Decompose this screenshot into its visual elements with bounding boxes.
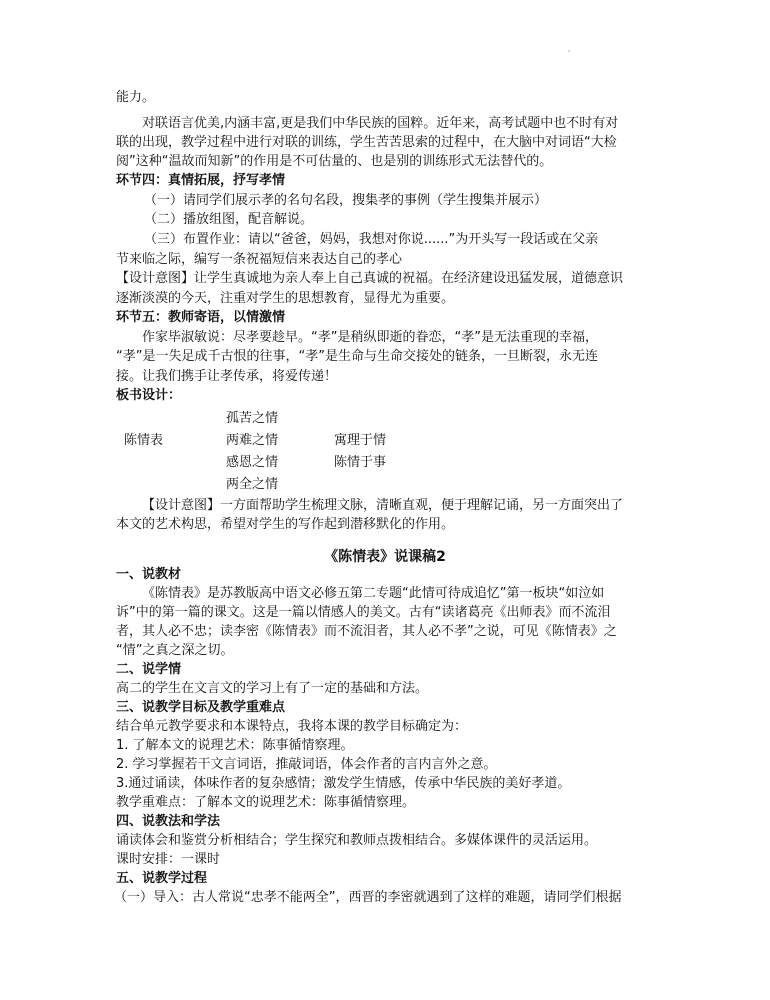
text-line: 逐渐淡漠的今天，注重对学生的思想教育，显得尤为重要。 [116,291,455,306]
text-line: 《陈情表》是苏教版高中语文必修五第二专题“此情可待成追忆”第一板块“如泣如 [142,586,605,601]
text-line: 本文的艺术构思，希望对学生的写作起到潜移默化的作用。 [116,517,455,532]
board-title: 陈情表 [124,433,164,448]
text-line: （一）请同学们展示孝的名句名段，搜集孝的事例（学生搜集并展示） [144,193,548,208]
text-line: 者，其人必不忠；读李密《陈情表》而不流泪者，其人必不孝”之说，可见《陈情表》之 [116,624,617,639]
text-line: “孝”是一失足成千古恨的往事，“孝”是生命与生命交接处的链条，一旦断裂，永无连 [116,349,598,364]
text-line: 1. 了解本文的说理艺术：陈事循情察理。 [116,738,354,753]
text-line: 节来临之际，编写一条祝福短信来表达自己的孝心 [116,252,403,267]
board-item: 两难之情 [226,433,279,448]
section-heading: 五、说教学过程 [116,871,208,886]
text-line: 作家毕淑敏说：尽孝要趁早。“孝”是稍纵即逝的眷恋，“孝”是无法重现的幸福， [142,330,598,345]
text-line: 高二的学生在文言文的学习上有了一定的基础和方法。 [116,681,429,696]
section-heading: 四、说教法和学法 [116,814,221,829]
section-heading: 二、说学情 [116,662,182,677]
text-line: （一）导入：古人常说“忠孝不能两全”，西晋的李密就遇到了这样的难题，请同学们根据 [114,890,622,905]
text-line: 【设计意图】让学生真诚地为亲人奉上自己真诚的祝福。在经济建设迅猛发展，道德意识 [116,271,624,286]
text-line: 接。让我们携手让孝传承，将爱传递！ [116,369,338,384]
text-line: （三）布置作业：请以“爸爸，妈妈，我想对你说......”为开头写一段话或在父亲 [144,232,599,247]
section-heading: 环节四：真情拓展，抒写孝情 [116,173,286,188]
text-line: “情”之真之深之切。 [116,643,234,658]
text-line: 课时安排：一课时 [116,852,221,867]
document-title: 《陈情表》说课稿2 [324,549,446,565]
page-mark [568,50,570,52]
section-heading: 板书设计： [116,388,182,403]
text-line: 阅”这种“温故而知新”的作用是不可估量的、也是别的训练形式无法替代的。 [116,154,553,169]
text-line: 能力。 [116,90,156,105]
text-line: 诵读体会和鉴赏分析相结合；学生探究和教师点拨相结合。多媒体课件的灵活运用。 [116,833,598,848]
text-line: 诉”中的第一篇的课文。这是一篇以情感人的美文。古有“读诸葛亮《出师表》而不流泪 [116,605,611,620]
section-heading: 一、说教材 [116,567,182,582]
text-line: 3.通过诵读，体味作者的复杂感情；激发学生情感，传承中华民族的美好孝道。 [116,776,571,791]
text-line: 结合单元教学要求和本课特点，我将本课的教学目标确定为： [116,719,468,734]
text-line: 联的出现，教学过程中进行对联的训练，学生苦苦思索的过程中，在大脑中对词语“大检 [116,135,617,150]
board-item: 感恩之情 [226,455,279,470]
board-item: 陈情于事 [334,455,387,470]
board-item: 孤苦之情 [226,411,279,426]
text-line: 2. 学习掌握若干文言词语，推敲词语，体会作者的言内言外之意。 [116,757,497,772]
text-line: 对联语言优美,内涵丰富,更是我们中华民族的国粹。近年来，高考试题中也不时有对 [142,116,619,131]
text-line: （二）播放组图，配音解说。 [144,212,314,227]
section-heading: 环节五：教师寄语，以情激情 [116,310,286,325]
board-item: 寓理于情 [334,433,387,448]
board-item: 两全之情 [226,477,279,492]
text-line: 教学重难点：了解本文的说理艺术：陈事循情察理。 [116,795,416,810]
text-line: 【设计意图】一方面帮助学生梳理文脉，清晰直观，便于理解记诵，另一方面突出了 [142,498,624,513]
section-heading: 三、说教学目标及教学重难点 [116,700,286,715]
